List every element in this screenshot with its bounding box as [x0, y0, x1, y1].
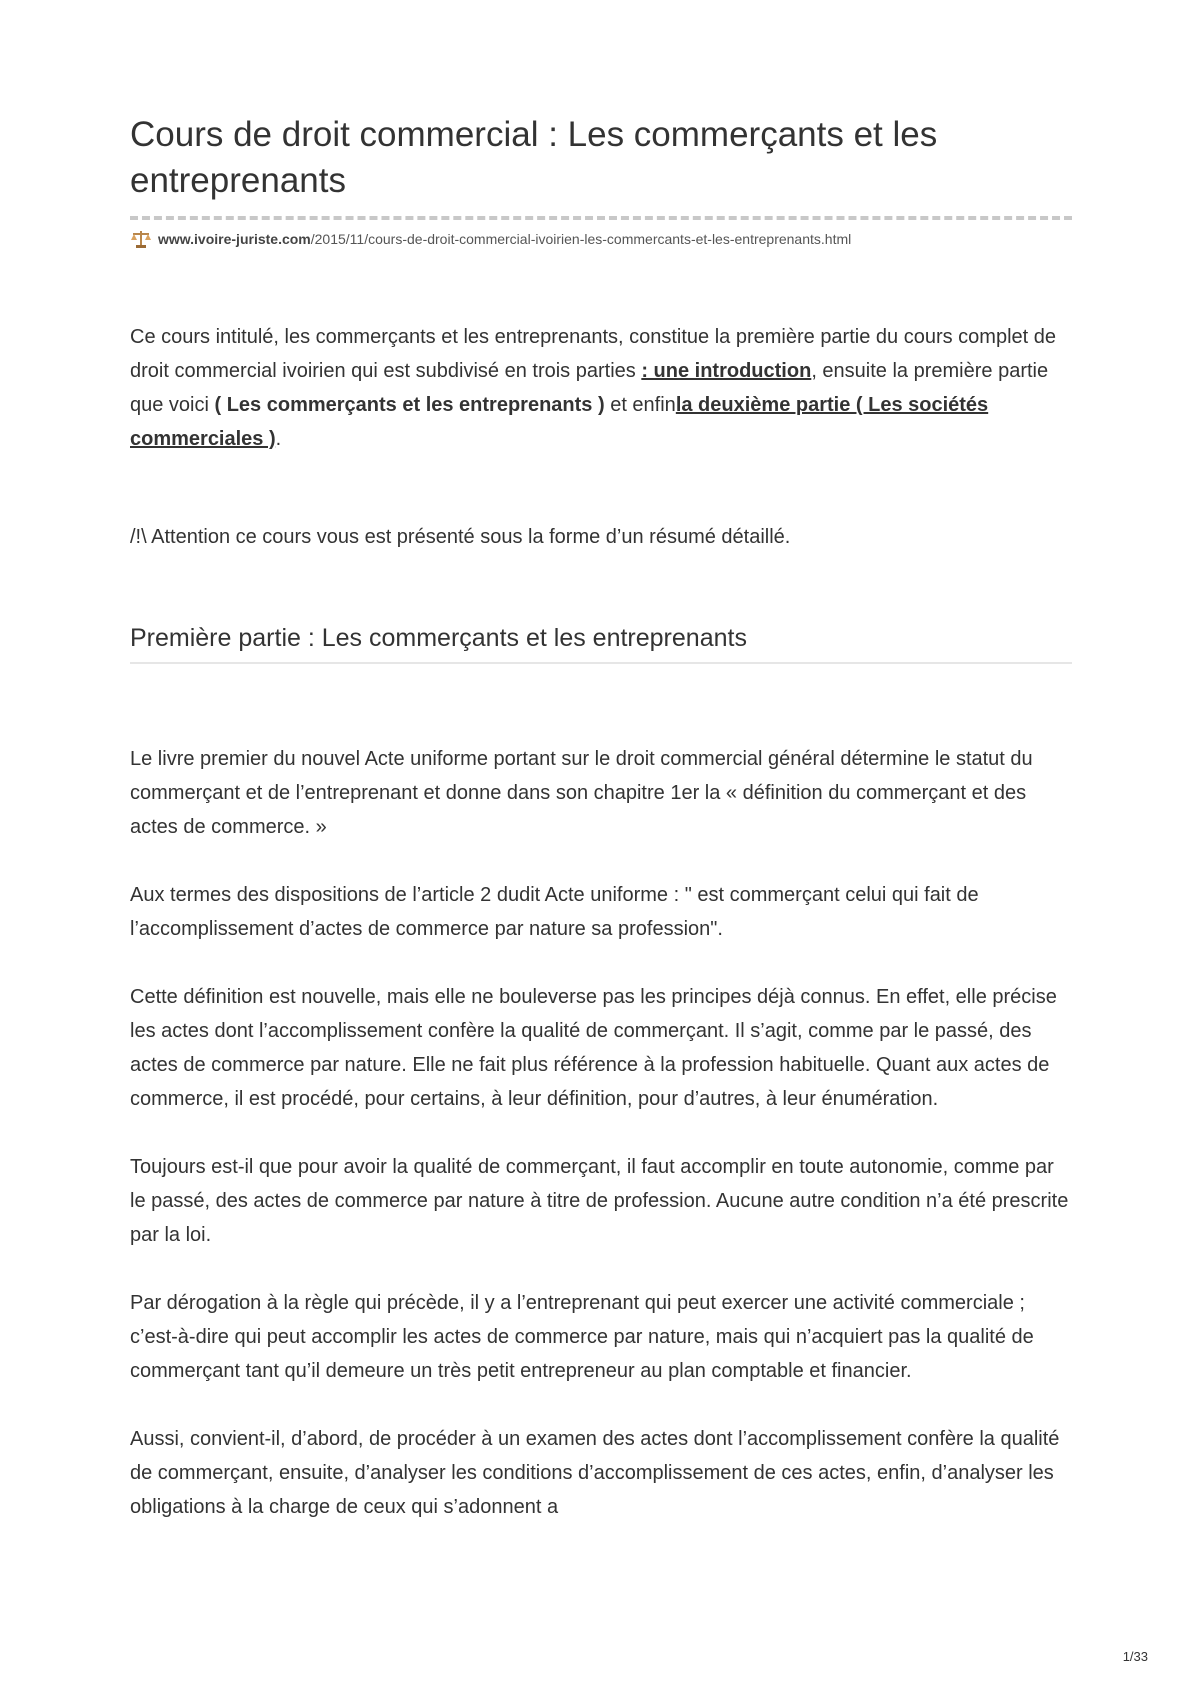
- section-heading: Première partie : Les commerçants et les entreprenants: [130, 620, 1072, 664]
- article-title: Cours de droit commercial : Les commerçants et les entreprenants: [130, 112, 1072, 220]
- source-url[interactable]: [158, 231, 851, 247]
- introduction-link[interactable]: : une introduction: [641, 360, 812, 382]
- intro-text-4: .: [275, 428, 282, 450]
- intro-text-3: et enfin: [604, 394, 676, 416]
- warning-note: /!\ Attention ce cours vous est présenté sous la forme d’un résumé détaillé.: [130, 526, 791, 548]
- intro-text-2: , ensuite la première partie que voici: [130, 360, 1049, 416]
- part2-link[interactable]: la deuxième partie ( Les sociétés commerciales ): [130, 394, 989, 450]
- page-number: 1/33: [1122, 1649, 1148, 1664]
- source-domain: www.ivoire-juriste.com: [158, 231, 311, 247]
- body-paragraph: Cette définition est nouvelle, mais elle ne bouleverse pas les principes déjà connus. En effet, elle précise les actes dont l’accomplissement confère la qualité de commerçant. Il s’agit, comme par le passé, des actes de commerce par nature. Elle ne fait plus référence à la profession habituelle. Quant aux actes de commerce, il est procédé, pour certains, à leur définition, pour d’autres, à leur énumération.: [130, 986, 1057, 1110]
- article-body: [130, 742, 1072, 1524]
- body-paragraph: Aux termes des dispositions de l’article 2 dudit Acte uniforme : " est commerçant celui qui fait de l’accomplissement d’actes de commerce par nature sa profession".: [130, 884, 979, 940]
- body-paragraph: Aussi, convient-il, d’abord, de procéder à un examen des actes dont l’accomplissement confère la qualité de commerçant, ensuite, d’analyser les conditions d’accomplissement de ces actes, enfin, d’analyser les obligations à la charge de ceux qui s’adonnent a: [130, 1428, 1060, 1518]
- body-paragraph: Le livre premier du nouvel Acte uniforme portant sur le droit commercial général détermine le statut du commerçant et de l’entreprenant et donne dans son chapitre 1er la « définition du commerçant et des actes de commerce. »: [130, 748, 1033, 838]
- source-line: [130, 228, 1072, 250]
- intro-paragraph: [130, 320, 1072, 456]
- scales-of-justice-icon: [130, 229, 152, 249]
- intro-bold-part1: ( Les commerçants et les entreprenants ): [214, 394, 605, 416]
- source-path: /2015/11/cours-de-droit-commercial-ivoirien-les-commercants-et-les-entreprenants.html: [310, 231, 852, 247]
- intro-text-1: Ce cours intitulé, les commerçants et les entreprenants, constitue la première partie du cours complet de droit commercial ivoirien qui est subdivisé en trois parties: [130, 326, 1056, 382]
- body-paragraph: Par dérogation à la règle qui précède, il y a l’entreprenant qui peut exercer une activité commerciale ; c’est-à-dire qui peut accomplir les actes de commerce par nature, mais qui n’acquiert pas la qualité de commerçant tant qu’il demeure un très petit entrepreneur au plan comptable et financier.: [130, 1292, 1034, 1382]
- document-page: [130, 112, 1072, 1558]
- body-paragraph: Toujours est-il que pour avoir la qualité de commerçant, il faut accomplir en toute autonomie, comme par le passé, des actes de commerce par nature à titre de profession. Aucune autre condition n’a été prescrite par la loi.: [130, 1156, 1069, 1246]
